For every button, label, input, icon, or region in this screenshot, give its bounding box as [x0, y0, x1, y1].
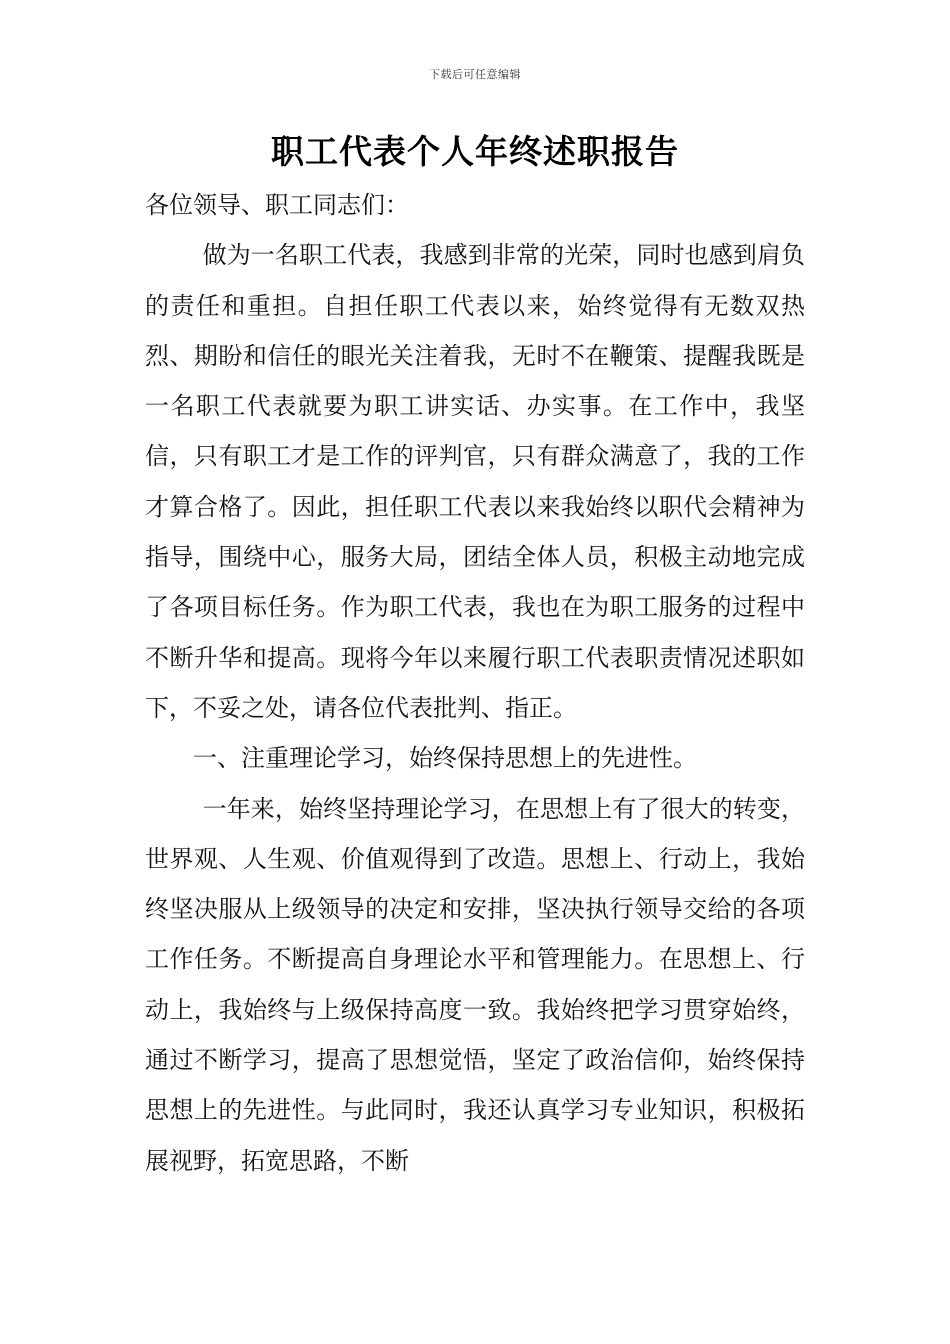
document-body	[145, 180, 805, 1186]
document-title: 职工代表个人年终述职报告	[271, 132, 679, 171]
salutation: 各位领导、职工同志们：	[145, 191, 409, 219]
header-note: 下载后可任意编辑	[429, 68, 521, 81]
section-1-paragraph: 一年来，始终坚持理论学习，在思想上有了很大的转变，世界观、人生观、价值观得到了改造。思想上、行动上，我始终坚决服从上级领导的决定和安排，坚决执行领导交给的各项工作任务。不断提高自身理论水平和管理能力。在思想上、行动上，我始终与上级保持高度一致。我始终把学习贯穿始终，通过不断学习，提高了思想觉悟，坚定了政治信仰，始终保持思想上的先进性。与此同时，我还认真学习专业知识，积极拓展视野，拓宽思路，不断	[145, 794, 805, 1175]
section-heading-1: 一、注重理论学习，始终保持思想上的先进性。	[193, 744, 697, 773]
intro-paragraph: 做为一名职工代表，我感到非常的光荣，同时也感到肩负的责任和重担。自担任职工代表以来，始终觉得有无数双热烈、期盼和信任的眼光关注着我，无时不在鞭策、提醒我既是一名职工代表就要为职工讲实话、办实事。在工作中，我坚信，只有职工才是工作的评判官，只有群众满意了，我的工作才算合格了。因此，担任职工代表以来我始终以职代会精神为指导，围绕中心，服务大局，团结全体人员，积极主动地完成了各项目标任务。作为职工代表，我也在为职工服务的过程中不断升华和提高。现将今年以来履行职工代表职责情况述职如下，不妥之处，请各位代表批判、指正。	[145, 241, 805, 722]
